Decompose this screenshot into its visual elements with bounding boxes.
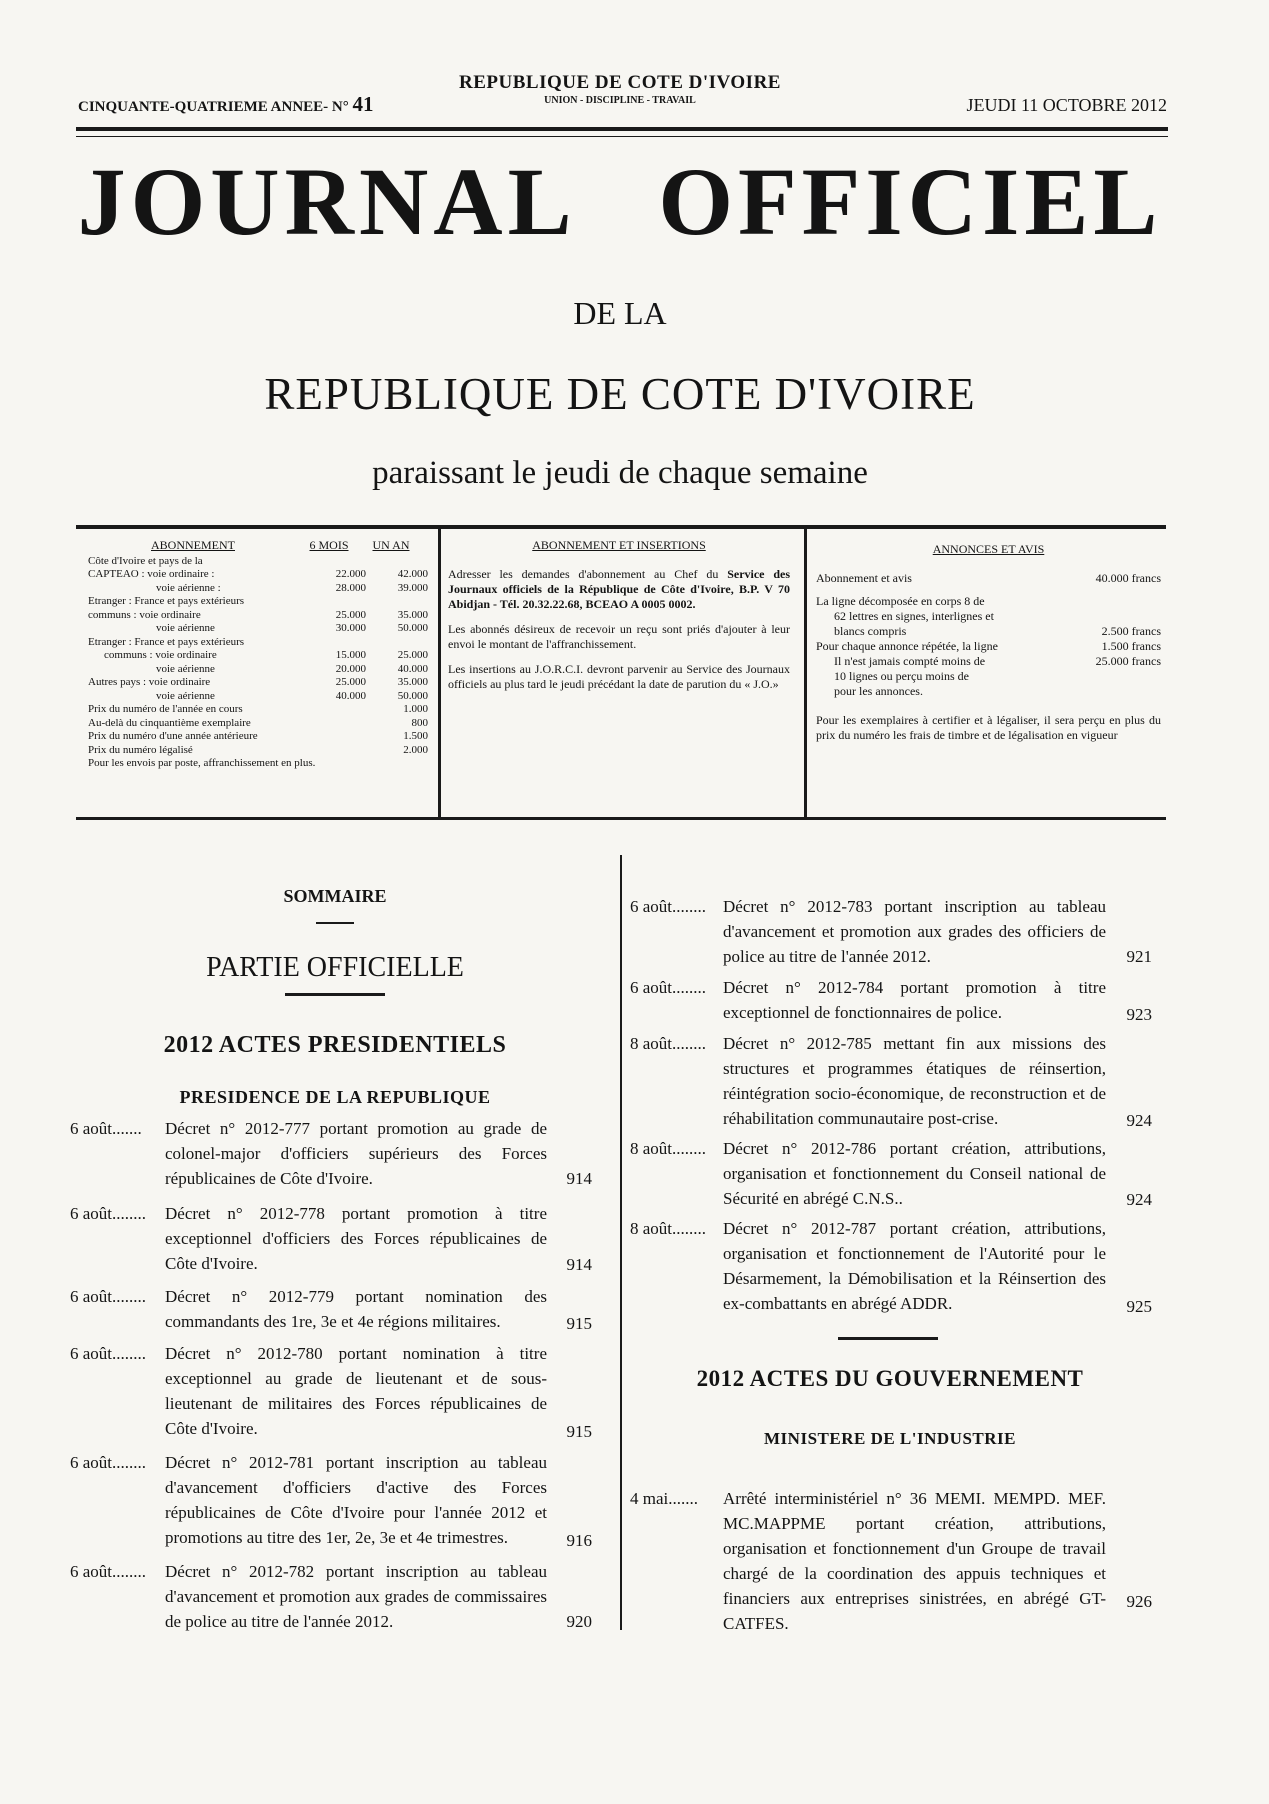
price-label: communs : voie ordinaire	[88, 608, 201, 621]
entry-page: 915	[566, 1422, 592, 1441]
entry-text: Décret n° 2012-786 portant création, attributions, organisation et fonctionnement du Conseil national de Sécurité en abrégé C.N.S..	[723, 1139, 1106, 1208]
header-republic-block	[400, 72, 840, 106]
insertions-receipt-note: Les abonnés désireux de recevoir un reçu sont priés d'ajouter à leur envoi le montant de l'affranchissement.	[448, 621, 790, 651]
ministere-heading: MINISTERE DE L'INDUSTRIE	[764, 1429, 1016, 1448]
price-6mois: 25.000	[335, 608, 366, 621]
annonce-label: Abonnement et avis	[816, 570, 912, 585]
issue-number: 41	[352, 92, 374, 116]
partie-officielle-heading: PARTIE OFFICIELLE	[206, 952, 464, 983]
annonce-text: La ligne décomposée en corps 8 de	[816, 593, 985, 608]
issue-label	[78, 92, 374, 117]
partie-underline	[285, 993, 385, 996]
entry-date: 8 août........	[630, 1139, 707, 1158]
price-row	[88, 649, 428, 663]
section-divider	[838, 1337, 938, 1340]
entry-date: 4 mai.......	[630, 1489, 698, 1508]
entry-date: 6 août........	[630, 978, 707, 997]
price-row	[88, 609, 428, 623]
price-1an: 35.000	[397, 608, 428, 621]
header-motto: UNION - DISCIPLINE - TRAVAIL	[544, 95, 696, 106]
annonce-row	[816, 654, 1161, 669]
price-label: CAPTEAO : voie ordinaire :	[88, 568, 215, 580]
zone-label: Etranger : France et pays extérieurs	[88, 595, 245, 607]
price-row	[88, 568, 428, 582]
insertions-deadline-note: Les insertions au J.O.R.C.I. devront parvenir au Service des Journaux officiels au plus tard le jeudi précédant la date de parution du « J.O.»	[448, 661, 790, 691]
price-label: Prix du numéro de l'année en cours	[88, 703, 243, 715]
price-6mois: 30.000	[335, 622, 366, 634]
price-row	[88, 717, 428, 731]
price-1an: 42.000	[397, 568, 428, 580]
price-6mois: 15.000	[335, 649, 366, 661]
col-6mois: 6 MOIS	[309, 538, 349, 552]
price-6mois: 28.000	[335, 581, 366, 594]
price-label: voie aérienne	[156, 689, 215, 702]
insertions-head: ABONNEMENT ET INSERTIONS	[532, 538, 706, 552]
entry-text: Décret n° 2012-783 portant inscription au tableau d'avancement et promotion aux grades des officiers de police au titre de l'année 2012.	[723, 897, 1106, 966]
sommaire-entry	[630, 1136, 1150, 1216]
abonnement-head: ABONNEMENT	[151, 538, 235, 552]
sommaire-entry	[70, 1116, 590, 1196]
entry-date: 6 août.......	[70, 1119, 142, 1138]
entry-page: 914	[566, 1255, 592, 1274]
price-label: Au-delà du cinquantième exemplaire	[88, 716, 251, 729]
year-label: CINQUANTE-QUATRIEME ANNEE- N°	[78, 99, 349, 115]
entry-page: 920	[566, 1612, 592, 1631]
sommaire-entry	[70, 1450, 590, 1555]
sommaire-title: SOMMAIRE	[283, 886, 387, 906]
presidence-heading: PRESIDENCE DE LA REPUBLIQUE	[179, 1087, 491, 1107]
sommaire-entry	[630, 975, 1150, 1030]
annonce-value: 25.000 francs	[1095, 653, 1161, 668]
price-row	[88, 622, 428, 636]
column-divider	[620, 855, 622, 1630]
price-1an: 50.000	[397, 622, 428, 634]
insertions-address-service: Service des Journaux officiels de la République de Côte d'Ivoire, B.P. V 70 Abidjan - Tél. 20.32.22.68, BCEAO A 0005 0002.	[448, 566, 790, 611]
header-rule-thick	[76, 127, 1168, 131]
price-label: communs : voie ordinaire	[104, 649, 217, 661]
sommaire-entry	[70, 1284, 590, 1339]
sommaire-entry	[630, 1216, 1150, 1321]
price-1an: 39.000	[397, 581, 428, 594]
price-row	[88, 690, 428, 704]
price-6mois: 25.000	[335, 676, 366, 688]
entry-date: 6 août........	[70, 1344, 147, 1363]
abonnement-header-row	[88, 539, 428, 553]
sommaire-entry	[70, 1341, 590, 1446]
entry-page: 914	[566, 1169, 592, 1188]
entry-date: 6 août........	[70, 1204, 147, 1223]
actes-gouvernement-heading: 2012 ACTES DU GOUVERNEMENT	[696, 1366, 1084, 1391]
sommaire-dash	[316, 922, 354, 924]
entry-text: Décret n° 2012-782 portant inscription au tableau d'avancement et promotion aux grades de commissaires de police au titre de l'année 2012.	[165, 1562, 547, 1631]
sommaire-entry	[630, 1031, 1150, 1136]
annonce-value: 2.500 francs	[1101, 623, 1161, 638]
infobox-divider-1	[438, 529, 441, 817]
entry-page: 924	[1126, 1111, 1152, 1130]
annonce-row	[816, 571, 1161, 586]
infobox-bottom-rule	[76, 817, 1166, 820]
entry-text: Décret n° 2012-777 portant promotion au grade de colonel-major d'officiers supérieurs des Forces républicaines de Côte d'Ivoire.	[165, 1119, 547, 1188]
entry-date: 6 août........	[70, 1562, 147, 1581]
annonce-text: 62 lettres en signes, interlignes et	[834, 608, 994, 623]
entry-text: Décret n° 2012-787 portant création, attributions, organisation et fonctionnement de l'Autorité pour le Désarmement, la Démobilisation et la Réinsertion des ex-combattants en abrégé ADDR.	[723, 1219, 1106, 1313]
entry-date: 6 août........	[70, 1287, 147, 1306]
entry-date: 6 août........	[630, 897, 707, 916]
sommaire-entry	[630, 894, 1150, 974]
entry-text: Décret n° 2012-778 portant promotion à titre exceptionnel d'officiers des Forces républicaines de Côte d'Ivoire.	[165, 1204, 547, 1273]
price-1an: 40.000	[397, 662, 428, 675]
entry-page: 921	[1126, 947, 1152, 966]
entry-page: 916	[566, 1531, 592, 1550]
price-6mois: 20.000	[335, 662, 366, 675]
masthead-subtitle: paraissant le jeudi de chaque semaine	[372, 455, 868, 491]
entry-text: Décret n° 2012-784 portant promotion à titre exceptionnel de fonctionnaires de police.	[723, 978, 1106, 1022]
price-value: 2.000	[403, 743, 428, 756]
price-row	[88, 582, 428, 596]
issue-date: JEUDI 11 OCTOBRE 2012	[966, 95, 1167, 115]
header-republic: REPUBLIQUE DE COTE D'IVOIRE	[459, 72, 781, 93]
insertions-address-intro: Adresser les demandes d'abonnement au Chef du	[448, 566, 719, 581]
entry-page: 923	[1126, 1005, 1152, 1024]
col-1an: UN AN	[372, 538, 410, 552]
entry-page: 925	[1126, 1297, 1152, 1316]
masthead-republic: REPUBLIQUE DE COTE D'IVOIRE	[264, 369, 976, 419]
price-row	[88, 744, 428, 758]
price-label: Prix du numéro d'une année antérieure	[88, 730, 258, 742]
annonce-row	[816, 639, 1161, 654]
price-1an: 25.000	[397, 649, 428, 661]
masthead-title: JOURNAL OFFICIEL	[77, 148, 1163, 255]
subscription-info-box	[76, 525, 1166, 825]
actes-presidentiels-heading: 2012 ACTES PRESIDENTIELS	[163, 1032, 507, 1058]
price-label: voie aérienne	[156, 622, 215, 634]
sommaire-entry	[70, 1559, 590, 1639]
abonnement-footer: Pour les envois par poste, affranchissement en plus.	[88, 757, 316, 769]
infobox-top-rule	[76, 525, 1166, 529]
price-value: 1.500	[403, 730, 428, 742]
price-label: Prix du numéro légalisé	[88, 743, 193, 756]
annonce-label: Pour chaque annonce répétée, la ligne	[816, 638, 998, 653]
annonce-value: 1.500 francs	[1101, 638, 1161, 653]
price-row	[88, 730, 428, 744]
price-row	[88, 676, 428, 690]
entry-text: Décret n° 2012-785 mettant fin aux missions des structures et programmes étatiques de réinsertion, réintégration socio-économique, de reconstruction et de réhabilitation communautaire post-crise.	[723, 1034, 1106, 1128]
entry-page: 926	[1126, 1592, 1152, 1611]
price-label: Autres pays : voie ordinaire	[88, 676, 211, 688]
entry-text: Arrêté interministériel n° 36 MEMI. MEMPD. MEF. MC.MAPPME portant création, attributions, organisation et fonctionnement d'un Groupe de travail chargé de la coordination des appuis techniques et financiers aux entreprises sinistrées, en abrégé GT-CATFES.	[723, 1489, 1106, 1633]
annonce-text: pour les annonces.	[834, 683, 923, 698]
annonce-row	[816, 624, 1161, 639]
entry-page: 915	[566, 1314, 592, 1333]
entry-text: Décret n° 2012-779 portant nomination des commandants des 1re, 3e et 4e régions militaires.	[165, 1287, 547, 1331]
annonces-head: ANNONCES ET AVIS	[932, 542, 1045, 556]
price-label: voie aérienne	[156, 662, 215, 675]
header-rule-thin	[76, 136, 1168, 137]
entry-text: Décret n° 2012-781 portant inscription au tableau d'avancement d'officiers d'active des Forces républicaines de Côte d'Ivoire pour l'année 2012 et promotions au titre des 1er, 2e, 3e et 4e trimestres.	[165, 1453, 547, 1547]
sommaire-entry	[70, 1201, 590, 1281]
insertions-address	[448, 567, 790, 612]
zone-label: Etranger : France et pays extérieurs	[88, 635, 245, 648]
annonces-column	[816, 539, 1161, 743]
annonce-label: Il n'est jamais compté moins de	[834, 653, 986, 668]
annonce-label: blancs compris	[834, 623, 907, 638]
price-value: 1.000	[403, 703, 428, 715]
abonnement-column	[88, 539, 428, 771]
annonce-value: 40.000 francs	[1095, 570, 1161, 585]
price-6mois: 40.000	[335, 689, 366, 702]
entry-date: 6 août........	[70, 1453, 147, 1472]
price-value: 800	[411, 716, 428, 729]
masthead-de-la: DE LA	[573, 295, 667, 331]
price-row	[88, 703, 428, 717]
price-1an: 35.000	[397, 676, 428, 688]
price-label: voie aérienne :	[156, 581, 221, 594]
infobox-divider-2	[804, 529, 807, 817]
entry-date: 8 août........	[630, 1219, 707, 1238]
zone-label: Côte d'Ivoire et pays de la	[88, 554, 203, 567]
sommaire-entry	[630, 1486, 1152, 1633]
entry-page: 924	[1126, 1190, 1152, 1209]
insertions-column	[448, 539, 790, 702]
annonce-text: 10 lignes ou perçu moins de	[834, 668, 969, 683]
annonce-legal-note: Pour les exemplaires à certifier et à légaliser, il sera perçu en plus du prix du numéro les frais de timbre et de légalisation en vigueur	[816, 712, 1161, 742]
entry-text: Décret n° 2012-780 portant nomination à titre exceptionnel au grade de lieutenant et de sous-lieutenant de militaires des Forces républicaines de Côte d'Ivoire.	[165, 1344, 547, 1438]
price-6mois: 22.000	[335, 568, 366, 580]
price-1an: 50.000	[397, 689, 428, 702]
entry-date: 8 août........	[630, 1034, 707, 1053]
price-row	[88, 663, 428, 677]
